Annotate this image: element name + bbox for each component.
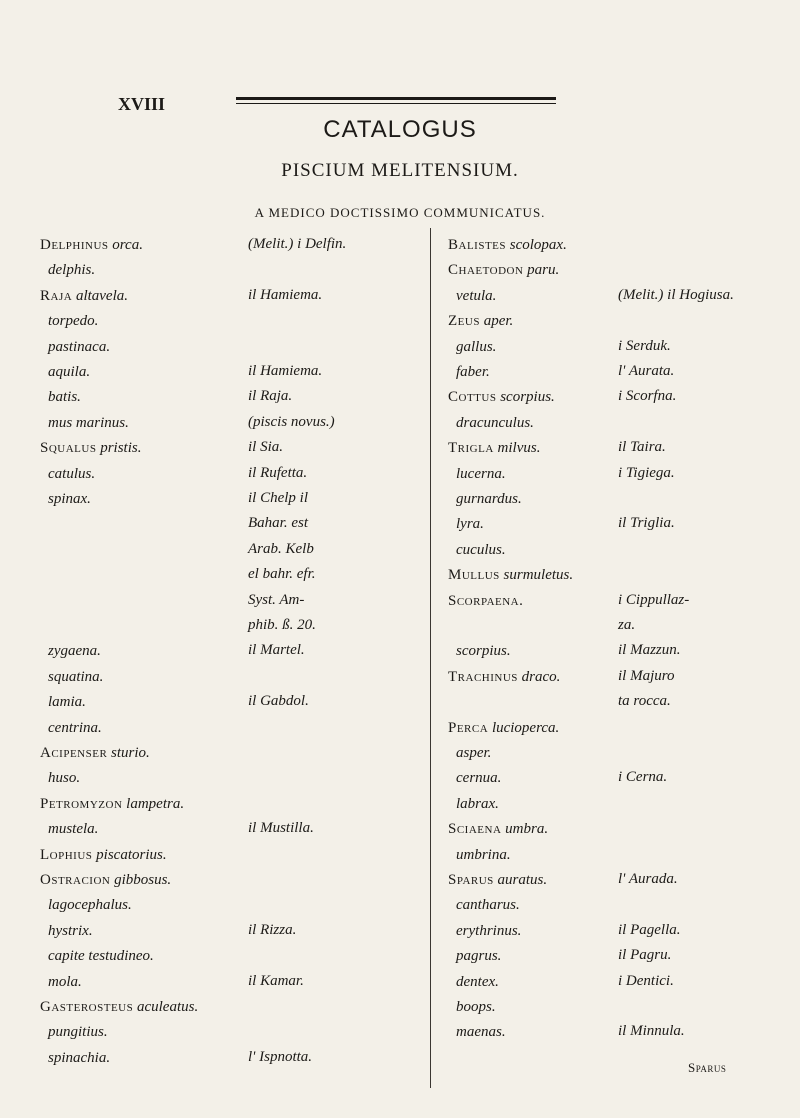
genus-name: Trigla xyxy=(448,440,494,457)
catalog-entry xyxy=(456,922,521,940)
catalog-entry xyxy=(40,998,198,1016)
species-name: piscatorius. xyxy=(96,846,167,863)
genus-name: Raja xyxy=(40,287,73,304)
vernacular-name: i Scorfna. xyxy=(618,388,677,405)
catalog-entry xyxy=(448,261,559,279)
species-name: delphis. xyxy=(48,262,96,279)
catalog-entry xyxy=(456,846,511,864)
vernacular-name: il Majuro xyxy=(618,667,675,684)
vernacular-name: l' Ispnotta. xyxy=(248,1048,313,1065)
catalog-entry xyxy=(456,947,501,965)
vernacular-name: phib. ß. 20. xyxy=(248,617,316,633)
genus-name: Delphinus xyxy=(40,237,109,253)
genus-name: Gasterosteus xyxy=(40,999,134,1015)
vernacular-name: za. xyxy=(618,617,636,633)
catalog-entry xyxy=(48,338,110,356)
species-name: zygaena. xyxy=(48,643,101,660)
catalog-entry xyxy=(448,566,573,584)
catalog-entry xyxy=(48,719,102,737)
species-name: cernua. xyxy=(456,770,502,787)
genus-name: Mullus xyxy=(448,567,500,584)
species-name: mus marinus. xyxy=(48,414,129,431)
species-name: catulus. xyxy=(48,465,96,482)
species-name: boops. xyxy=(456,999,496,1015)
catalog-entry xyxy=(456,769,501,787)
catalog-entry xyxy=(448,439,540,457)
genus-name: Squalus xyxy=(40,440,97,457)
species-name: mola. xyxy=(48,973,82,990)
catalog-entry xyxy=(448,388,555,406)
column-divider xyxy=(430,228,431,1088)
vernacular-name: Bahar. est xyxy=(248,515,308,532)
vernacular-name: Syst. Am- xyxy=(248,591,305,608)
vernacular-name: i Dentici. xyxy=(618,972,674,989)
genus-name: Acipenser xyxy=(40,745,108,761)
vernacular-name: il Raja. xyxy=(248,388,293,405)
species-name: asper. xyxy=(456,745,492,761)
species-name: gurnardus. xyxy=(456,491,522,507)
catchword: Sparus xyxy=(688,1060,727,1075)
vernacular-name: il Hamiema. xyxy=(248,363,323,379)
species-name: lampetra. xyxy=(126,795,185,812)
catalog-entry xyxy=(48,693,86,711)
species-name: scolopax. xyxy=(509,237,567,253)
vernacular-name: il Rizza. xyxy=(248,921,297,938)
catalog-entry xyxy=(48,388,81,406)
catalog-entry xyxy=(48,922,93,940)
vernacular-name: il Martel. xyxy=(248,642,305,659)
catalog-entry xyxy=(456,414,534,432)
catalog-entry xyxy=(48,947,154,965)
catalog-byline: A MEDICO DOCTISSIMO COMMUNICATUS. xyxy=(254,205,546,220)
species-name: draco. xyxy=(521,668,561,685)
species-name: spinachia. xyxy=(48,1049,111,1066)
catalog-entry xyxy=(456,338,496,356)
vernacular-name: il Pagru. xyxy=(618,947,672,964)
vernacular-name: il Sia. xyxy=(248,439,284,456)
vernacular-name: il Hamiema. xyxy=(248,286,323,303)
vernacular-name: il Gabdol. xyxy=(248,693,309,710)
catalog-entry xyxy=(456,896,520,914)
header-rule-thick xyxy=(236,97,556,100)
genus-name: Balistes xyxy=(448,237,507,253)
catalog-entry xyxy=(456,287,496,305)
catalog-entry xyxy=(40,744,150,762)
genus-name: Cottus xyxy=(448,389,497,406)
genus-name: Petromyzon xyxy=(40,795,123,812)
species-name: lagocephalus. xyxy=(48,897,132,914)
catalog-entry xyxy=(48,642,101,660)
catalog-entry xyxy=(48,1023,108,1041)
vernacular-name: ta rocca. xyxy=(618,693,671,710)
catalog-entry xyxy=(40,871,171,889)
species-name: pristis. xyxy=(100,440,142,457)
genus-name: Zeus xyxy=(448,313,480,330)
catalog-entry xyxy=(456,465,506,483)
species-name: umbrina. xyxy=(456,846,511,863)
page-number: XVIII xyxy=(118,94,166,114)
vernacular-name: il Kamar. xyxy=(248,972,304,989)
vernacular-name: i Serduk. xyxy=(618,337,671,354)
genus-name: Ostracion xyxy=(40,872,111,888)
catalog-entry xyxy=(48,973,82,991)
catalog-entry xyxy=(448,236,567,254)
species-name: spinax. xyxy=(48,491,91,507)
species-name: gibbosus. xyxy=(114,872,172,888)
vernacular-name: (Melit.) il Hogiusa. xyxy=(618,286,734,303)
vernacular-name: il Taira. xyxy=(618,439,666,456)
vernacular-name: i Cerna. xyxy=(618,769,668,786)
catalog-entry xyxy=(456,515,484,533)
catalog-entry xyxy=(448,871,547,889)
genus-name: Chaetodon xyxy=(448,262,524,279)
species-name: orca. xyxy=(112,237,143,253)
species-name: hystrix. xyxy=(48,922,93,939)
catalog-entry xyxy=(456,541,506,559)
species-name: labrax. xyxy=(456,795,499,812)
catalog-entry xyxy=(40,236,143,254)
species-name: dentex. xyxy=(456,973,499,990)
catalog-entry xyxy=(456,795,499,813)
vernacular-name: il Pagella. xyxy=(618,921,681,938)
species-name: scorpius. xyxy=(500,389,555,406)
vernacular-name: i Cippullaz- xyxy=(618,591,690,608)
species-name: lyra. xyxy=(456,516,484,533)
catalog-entry xyxy=(40,846,167,864)
vernacular-name: il Minnula. xyxy=(618,1023,685,1040)
vernacular-name: el bahr. efr. xyxy=(248,566,316,583)
vernacular-name: il Rufetta. xyxy=(248,464,308,481)
species-name: vetula. xyxy=(456,287,497,304)
catalog-entry xyxy=(448,820,548,838)
vernacular-name: il Chelp il xyxy=(248,490,308,506)
species-name: surmuletus. xyxy=(503,567,574,584)
catalog-entry xyxy=(456,490,522,508)
catalog-entry xyxy=(456,744,491,762)
genus-name: Trachinus xyxy=(448,668,518,685)
catalog-entry xyxy=(448,719,559,737)
genus-name: Perca xyxy=(448,719,489,736)
species-name: pagrus. xyxy=(456,948,502,965)
species-name: lamia. xyxy=(48,694,86,711)
vernacular-name: il Mustilla. xyxy=(248,820,314,837)
catalog-entry xyxy=(48,261,95,279)
catalog-entry xyxy=(40,439,141,457)
species-name: gallus. xyxy=(456,338,497,355)
catalog-entry xyxy=(40,287,128,305)
catalog-entry xyxy=(448,312,513,330)
catalog-entry xyxy=(456,998,496,1016)
species-name: paru. xyxy=(527,262,560,279)
catalog-entry xyxy=(48,896,132,914)
catalog-entry xyxy=(48,820,98,838)
header-rule-thin xyxy=(236,103,556,104)
catalog-entry xyxy=(48,414,129,432)
catalog-entry xyxy=(456,973,499,991)
vernacular-name: l' Aurada. xyxy=(618,871,678,887)
species-name: capite testudineo. xyxy=(48,948,154,965)
species-name: milvus. xyxy=(497,440,541,457)
species-name: lucerna. xyxy=(456,465,506,482)
vernacular-name: (Melit.) i Delfin. xyxy=(248,236,347,252)
catalog-entry xyxy=(40,795,184,813)
catalog-entry xyxy=(456,363,490,381)
genus-name: Sciaena xyxy=(448,821,502,838)
species-name: maenas. xyxy=(456,1024,506,1041)
species-name: cantharus. xyxy=(456,897,520,914)
catalog-entry xyxy=(456,1023,506,1041)
species-name: erythrinus. xyxy=(456,922,522,939)
species-name: aculeatus. xyxy=(136,999,199,1015)
catalog-entry xyxy=(48,490,91,508)
species-name: pastinaca. xyxy=(48,338,111,355)
species-name: aper. xyxy=(483,313,514,330)
catalog-entry xyxy=(48,769,80,787)
genus-name: Lophius xyxy=(40,846,93,863)
genus-name: Scorpaena. xyxy=(448,592,524,609)
species-name: pungitius. xyxy=(48,1024,108,1041)
species-name: huso. xyxy=(48,770,81,787)
catalog-entry xyxy=(48,1049,110,1067)
species-name: torpedo. xyxy=(48,313,99,330)
species-name: squatina. xyxy=(48,668,104,685)
catalog-entry xyxy=(48,668,103,686)
catalog-entry xyxy=(448,592,523,610)
catalog-entry xyxy=(456,642,511,660)
species-name: auratus. xyxy=(497,872,548,888)
species-name: dracunculus. xyxy=(456,414,534,431)
catalog-entry xyxy=(48,363,90,381)
catalog-entry xyxy=(48,312,98,330)
catalog-entry xyxy=(48,465,95,483)
vernacular-name: l' Aurata. xyxy=(618,363,675,379)
species-name: batis. xyxy=(48,389,81,406)
vernacular-name: il Triglia. xyxy=(618,515,675,532)
species-name: scorpius. xyxy=(456,643,511,660)
catalog-entry xyxy=(448,668,560,686)
catalog-title: CATALOGUS xyxy=(323,116,477,143)
vernacular-name: (piscis novus.) xyxy=(248,413,335,430)
species-name: mustela. xyxy=(48,821,99,838)
species-name: centrina. xyxy=(48,719,102,736)
species-name: umbra. xyxy=(505,821,549,838)
species-name: aquila. xyxy=(48,364,91,380)
species-name: altavela. xyxy=(75,287,129,304)
species-name: faber. xyxy=(456,364,490,380)
vernacular-name: Arab. Kelb xyxy=(248,540,314,557)
species-name: sturio. xyxy=(111,745,150,761)
genus-name: Sparus xyxy=(448,872,494,888)
species-name: lucioperca. xyxy=(491,719,560,736)
catalog-subtitle: PISCIUM MELITENSIUM. xyxy=(281,160,519,181)
vernacular-name: i Tigiega. xyxy=(618,464,675,481)
vernacular-name: il Mazzun. xyxy=(618,642,681,659)
species-name: cuculus. xyxy=(456,541,506,558)
